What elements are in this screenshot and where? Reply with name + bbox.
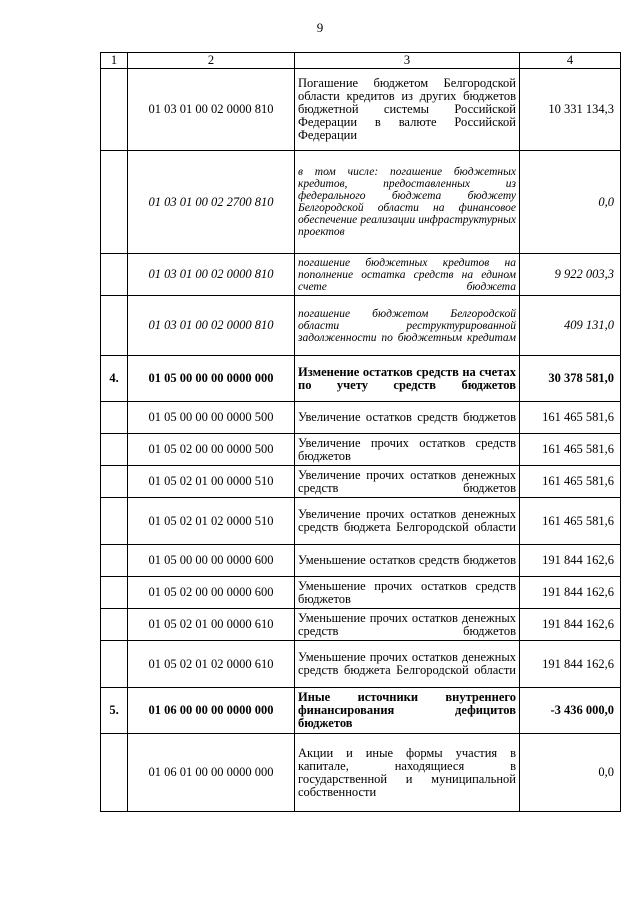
- row-number: [101, 402, 128, 434]
- row-description: погашение бюджетных кредитов на пополнение остатка средств на едином счете бюджета: [295, 254, 520, 296]
- classification-code: 01 05 02 01 02 0000 510: [128, 498, 295, 545]
- table-row: [101, 466, 621, 498]
- row-amount: 0,0: [520, 734, 621, 812]
- row-description: Уменьшение прочих остатков средств бюджетов: [295, 577, 520, 609]
- row-description: Увеличение прочих остатков денежных средств бюджета Белгородской области: [295, 498, 520, 545]
- row-number: [101, 545, 128, 577]
- table-row: [101, 545, 621, 577]
- row-description: Погашение бюджетом Белгородской области кредитов из других бюджетов бюджетной системы Российской Федерации в валюте Российской Федерации: [295, 69, 520, 151]
- row-description: Увеличение прочих остатков денежных средств бюджетов: [295, 466, 520, 498]
- row-description: в том числе: погашение бюджетных кредитов, предоставленных из федерального бюджета бюджету Белгородской области на финансовое обеспечение реализации инфраструктурных проектов: [295, 151, 520, 254]
- row-amount: 30 378 581,0: [520, 356, 621, 402]
- budget-sources-table: [100, 52, 621, 812]
- classification-code: 01 03 01 00 02 0000 810: [128, 69, 295, 151]
- column-header: 3: [295, 53, 520, 69]
- row-number: [101, 734, 128, 812]
- row-number: [101, 69, 128, 151]
- row-amount: 0,0: [520, 151, 621, 254]
- classification-code: 01 03 01 00 02 2700 810: [128, 151, 295, 254]
- row-amount: -3 436 000,0: [520, 688, 621, 734]
- table-row: [101, 254, 621, 296]
- row-number: [101, 466, 128, 498]
- row-description: погашение бюджетом Белгородской области реструктурированной задолженности по бюджетным кредитам: [295, 296, 520, 356]
- row-number: [101, 609, 128, 641]
- table-row: [101, 734, 621, 812]
- classification-code: 01 06 00 00 00 0000 000: [128, 688, 295, 734]
- classification-code: 01 05 02 00 00 0000 500: [128, 434, 295, 466]
- row-amount: 161 465 581,6: [520, 434, 621, 466]
- row-description: Уменьшение прочих остатков денежных средств бюджета Белгородской области: [295, 641, 520, 688]
- classification-code: 01 03 01 00 02 0000 810: [128, 296, 295, 356]
- column-header: 2: [128, 53, 295, 69]
- row-amount: 161 465 581,6: [520, 498, 621, 545]
- row-amount: 191 844 162,6: [520, 577, 621, 609]
- table-row: [101, 296, 621, 356]
- classification-code: 01 05 02 01 00 0000 610: [128, 609, 295, 641]
- row-description: Уменьшение остатков средств бюджетов: [295, 545, 520, 577]
- table-row: [101, 69, 621, 151]
- classification-code: 01 05 00 00 00 0000 500: [128, 402, 295, 434]
- column-header: 1: [101, 53, 128, 69]
- row-number: [101, 151, 128, 254]
- table-row: [101, 688, 621, 734]
- row-number: [101, 254, 128, 296]
- table-row: [101, 434, 621, 466]
- classification-code: 01 05 00 00 00 0000 600: [128, 545, 295, 577]
- page-number: 9: [316, 20, 324, 35]
- table-row: [101, 402, 621, 434]
- row-description: Акции и иные формы участия в капитале, находящиеся в государственной и муниципальной собственности: [295, 734, 520, 812]
- classification-code: 01 05 02 01 00 0000 510: [128, 466, 295, 498]
- table-row: [101, 609, 621, 641]
- classification-code: 01 05 02 01 02 0000 610: [128, 641, 295, 688]
- table-row: [101, 641, 621, 688]
- row-amount: 409 131,0: [520, 296, 621, 356]
- row-amount: 161 465 581,6: [520, 402, 621, 434]
- row-number: [101, 434, 128, 466]
- classification-code: 01 03 01 00 02 0000 810: [128, 254, 295, 296]
- row-description: Иные источники внутреннего финансирования дефицитов бюджетов: [295, 688, 520, 734]
- row-description: Увеличение остатков средств бюджетов: [295, 402, 520, 434]
- row-number: 5.: [101, 688, 128, 734]
- table-header-row: [101, 53, 621, 69]
- table-row: [101, 151, 621, 254]
- table-row: [101, 356, 621, 402]
- row-amount: 10 331 134,3: [520, 69, 621, 151]
- classification-code: 01 05 02 00 00 0000 600: [128, 577, 295, 609]
- classification-code: 01 06 01 00 00 0000 000: [128, 734, 295, 812]
- row-amount: 161 465 581,6: [520, 466, 621, 498]
- row-description: Изменение остатков средств на счетах по учету средств бюджетов: [295, 356, 520, 402]
- row-description: Увеличение прочих остатков средств бюджетов: [295, 434, 520, 466]
- row-number: 4.: [101, 356, 128, 402]
- row-number: [101, 296, 128, 356]
- table-row: [101, 498, 621, 545]
- row-amount: 191 844 162,6: [520, 545, 621, 577]
- row-number: [101, 498, 128, 545]
- row-amount: 191 844 162,6: [520, 609, 621, 641]
- row-description: Уменьшение прочих остатков денежных средств бюджетов: [295, 609, 520, 641]
- row-number: [101, 577, 128, 609]
- table-row: [101, 577, 621, 609]
- column-header: 4: [520, 53, 621, 69]
- classification-code: 01 05 00 00 00 0000 000: [128, 356, 295, 402]
- row-number: [101, 641, 128, 688]
- row-amount: 9 922 003,3: [520, 254, 621, 296]
- row-amount: 191 844 162,6: [520, 641, 621, 688]
